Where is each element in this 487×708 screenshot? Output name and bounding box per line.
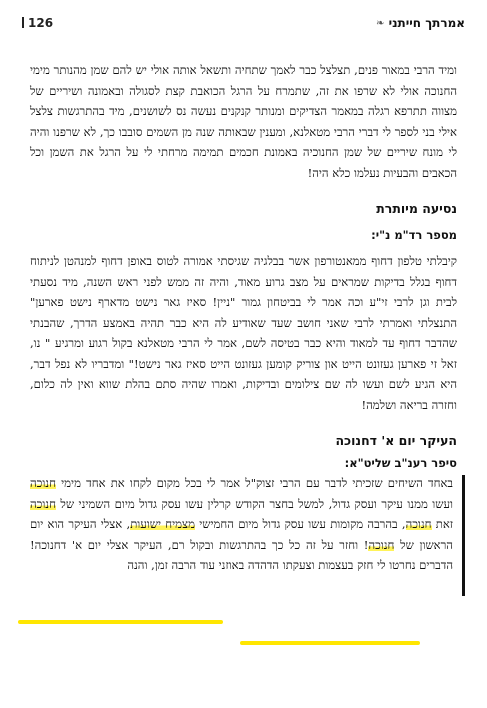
quote-bar: [462, 475, 465, 596]
page-number: 126: [22, 16, 53, 30]
section-narrator-2: סיפר רענ"ב שליט"א:: [344, 456, 457, 470]
section-title-1: נסיעה מיותרת: [376, 201, 457, 216]
running-title: [376, 16, 465, 30]
section-narrator-1: מספר רד"מ נ"י:: [371, 228, 457, 242]
section-paragraph-1: קיבלתי טלפון דחוף ממאנטורפון אשר בבלגיה שגיסתי אמורה לטוס באופן דחוף למנהטן לניתוח דחוף בגלל בדיקות שמראים על מצב גרוע מאוד, והיה זה ממש לפני ראש השנה, מיד נסעתי לבית וגן לרבי זי"ע וכה אמר לי בביטחון גמור "ניין! סאיז גאר נישט מדארף נישט פארען" התנצלתי ואמרתי לרבי שאני חושב שעד שאודיע לה היא כבר תהיה באמצע הדרך, שהבנתי שהדבר דחוף עד למאוד והיא כבר בטיסה לשם, אמר לי הרבי מטאלנא בקול רגוע ומרגיע " נו, זאל זי פארען געזונט הייט און צוריק קומען געזונט הייט סאיז גאר נישט!" ומדבריו לא נפל דבר, היא הגיע לשם ועשו לה שם צילומים ובדיקות, ואמרו שהיה סתם בהלת שווא ואין לה כלום, וחזרה בריאה ושלמה!: [30, 254, 457, 412]
highlight-1: חנוכה: [30, 476, 56, 490]
intro-paragraph: ומיד הרבי במאור פנים, תצלצל כבר לאמך שתחיה ותשאל אותה אולי יש להם שמן מהנותר מימי החנוכה אולי לא שרפו את זה, שתמרח על הרגל הכואבת קצת לסגולה ובאמונה ושיריים של מצווה תתרפא רגלה במאמר הצדיקים ומנותר קנקנים נעשה נס לשושנים, מיד בהתרגשות צלצל אילי בני לספר לי דברי הרבי מטאלנא, ומענין שבאותה שנה מן השמים סובבו כך, לא שרפנו והיה לי מונח שיריים של שמן החנוכיה באמונת חכמים תמימה מרחתי לי על הרגל את השמן וכל הכאבים והבעיות נעלמו כלא היה!: [30, 63, 457, 180]
highlight-2: חנוכה: [30, 496, 56, 511]
highlight-3: חנוכה: [405, 517, 432, 531]
page-header: [22, 14, 465, 32]
highlight-5: חנוכה: [368, 537, 395, 552]
quote-paragraph: באחד השיחים שזכיתי לדבר עם הרבי זצוק"ל אמר לי בכל מקום לקחו את אחד מימי חנוכה ועשו ממנו עיקר ועסק גדול, למשל בחצר הקודש קרלין עשו עסק גדול מיום השמיני של חנוכה זאת חנוכה, בהרבה מקומות עשו עסק גדול מיום החמישי מצמיח ישועות, אצלי העיקר הוא יום הראשון של חנוכה! וחזר על זה כל כך בהתרגשות ובקול רם, העיקר אצלי יום א' דחנוכה! הדברים נחרטו לי חזק בעצמות וצעקתו הדהדה באוזני עוד הרבה זמן, והנה: [30, 476, 454, 572]
page-body: [30, 60, 457, 576]
page-number-bar: [22, 17, 24, 28]
running-title-text: אמרתך חייתני: [388, 16, 465, 30]
highlight-underline-2: [240, 641, 420, 645]
quote-block: [30, 473, 457, 576]
highlight-4: מצמיח ישועות: [130, 517, 195, 531]
highlight-underline-1: [18, 620, 223, 624]
ornament-icon: ❧: [376, 17, 385, 29]
section-title-2: העיקר יום א' דחנוכה: [335, 433, 457, 448]
